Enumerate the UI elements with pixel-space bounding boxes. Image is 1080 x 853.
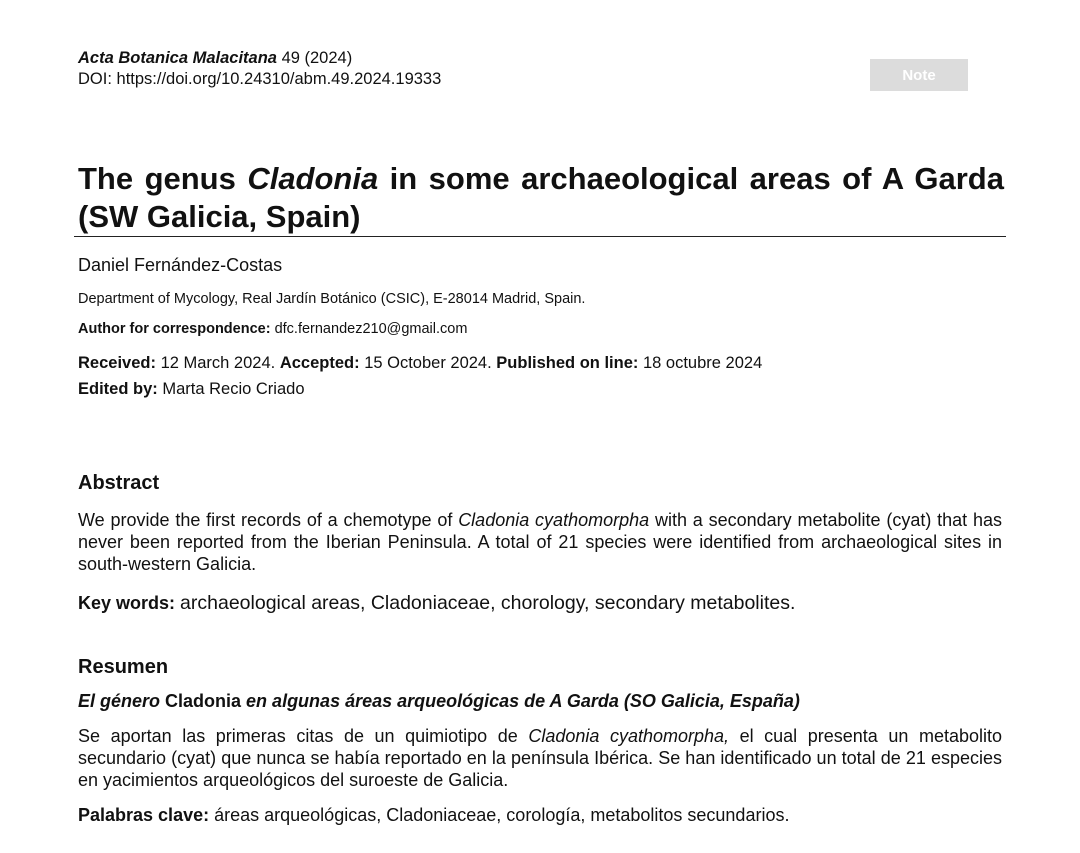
editor-label: Edited by: [78,380,158,398]
received-label: Received: [78,354,156,372]
resumen-text [78,725,1002,791]
article-title [78,160,1004,236]
abstract-text [78,509,1002,575]
dates-line [78,353,762,374]
keywords-label: Key words: [78,593,176,613]
palabras-clave-label: Palabras clave: [78,805,210,825]
palabras-clave-line [78,804,1002,826]
title-divider [74,236,1006,237]
abstract-heading: Abstract [78,472,160,494]
accepted-label: Accepted: [279,354,360,372]
resumen-subtitle [78,690,800,712]
resumen-subtitle-start: El género [78,691,166,711]
resumen-species: Cladonia cyathomorpha, [528,726,730,746]
received-date: 12 March 2024. [160,354,276,372]
title-part-2: in some archaeological areas of A Garda (SW Galicia, Spain) [78,161,1004,234]
journal-citation [78,48,352,69]
correspondence-line [78,320,467,338]
keywords-line [78,592,1002,614]
keywords-value: archaeological areas, Cladoniaceae, chorology, secondary metabolites. [180,592,796,614]
accepted-date: 15 October 2024. [364,354,492,372]
journal-name: Acta Botanica Malacitana [78,49,277,67]
author-affiliation: Department of Mycology, Real Jardín Botánico (CSIC), E-28014 Madrid, Spain. [78,291,586,307]
resumen-text-end: el cual presenta un metabolito secundario (cyat) que nunca se había reportado en la península Ibérica. Se han identificado un total de 21 especies en yacimientos arqueológicos del suroeste de Galicia. [78,726,1003,790]
published-date: 18 octubre 2024 [642,354,763,372]
resumen-heading: Resumen [78,656,169,678]
resumen-subtitle-end: en algunas áreas arqueológicas de A Garda (SO Galicia, España) [241,691,800,711]
abstract-text-end: with a secondary metabolite (cyat) that has never been reported from the Iberian Peninsula. A total of 21 species were identified from archaeological sites in south-western Galicia. [78,510,1002,574]
correspondence-email[interactable]: dfc.fernandez210@gmail.com [274,321,468,337]
doi-label: DOI: [78,70,112,88]
editor-line [78,379,305,400]
abstract-species: Cladonia cyathomorpha [458,510,650,530]
correspondence-label: Author for correspondence: [78,321,271,337]
abstract-text-start: We provide the first records of a chemotype of [78,510,459,530]
author-name: Daniel Fernández-Costas [78,255,283,275]
doi-link[interactable]: https://doi.org/10.24310/abm.49.2024.19333 [116,70,442,88]
editor-name: Marta Recio Criado [162,380,305,398]
published-label: Published on line: [496,354,639,372]
title-part-1: The genus [78,161,248,196]
note-badge: Note [870,59,968,91]
journal-volume: 49 (2024) [281,49,353,67]
palabras-clave-value: áreas arqueológicas, Cladoniaceae, corología, metabolitos secundarios. [214,805,790,825]
title-genus: Cladonia [247,161,379,196]
resumen-subtitle-genus: Cladonia [165,691,242,711]
resumen-text-start: Se aportan las primeras citas de un quimiotipo de [78,726,529,746]
doi-line [78,69,441,90]
